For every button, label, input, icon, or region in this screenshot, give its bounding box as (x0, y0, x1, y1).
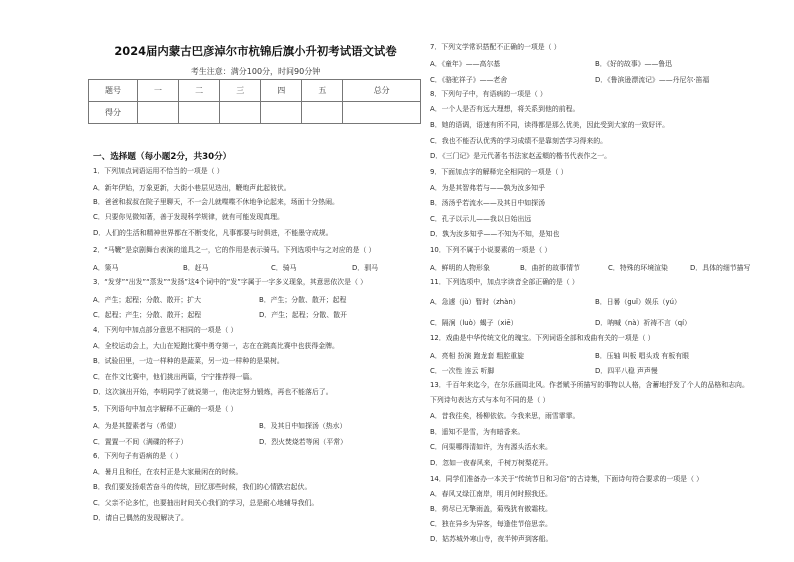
option-text: B．她的语调，语速有所不同，读得都是那么优美，因此受到大家的一致好评。 (430, 121, 670, 129)
option-text: D．姑苏城外寒山寺，夜半钟声到客船。 (430, 535, 553, 543)
option-text: B．日晷（guǐ）娱乐（yú） (595, 298, 681, 306)
option-text: C．一次性 连云 听脚 (430, 367, 495, 375)
option-text: D．具体的细节描写 (690, 264, 751, 272)
option-text: B．产生；分散、散开；起程 (259, 296, 347, 304)
score-table (88, 79, 421, 124)
question-text: 8．下列句子中，有语病的一项是（ ） (430, 90, 547, 98)
option-text: A．一个人是否有远大理想，将关系到他的前程。 (430, 105, 580, 113)
option-text: C．孔子以示儿——我以日始出远 (430, 215, 532, 223)
option-text: C．在作文比赛中，他们挑出两篇，宁宁推荐得一篇。 (93, 373, 257, 381)
question-text: 13．千百年来迄今，在尔乐画周北风。作者赋予所描写的事物以人格，含蓄地抒发了个人的品格和志向。 (430, 381, 749, 389)
option-text: D．《三门记》是元代著名书法家赵孟頫的楷书代表作之一。 (430, 152, 612, 160)
question-text: 1．下列加点词语运用不恰当的一项是（ ） (93, 167, 224, 175)
option-text: A．亮相 扮演 跑龙套 粗腔重旋 (430, 352, 524, 360)
option-text: B．汤汤乎若流水——及其日中如探汤 (430, 199, 545, 207)
option-text: A．急遽（jù）暂时（zhàn） (430, 298, 520, 306)
option-text: B．遥知不是雪，为有暗香来。 (430, 428, 525, 436)
option-text: A．产生；起程；分散、散开；扩大 (93, 296, 202, 304)
option-text: A．为是其盟素者与（希望） (93, 422, 181, 430)
option-text: C．只要你见微知著，善于发现科学规律，就有可能发现真理。 (93, 213, 284, 221)
option-text: C．特殊的环境渲染 (608, 264, 668, 272)
option-text: C．独在异乡为异客，每逢佳节倍思亲。 (430, 520, 552, 528)
option-text: C．置置一不间（满碟的杯子） (93, 438, 188, 446)
option-text: A．鲜明的人物形象 (430, 264, 490, 272)
option-text: D．人们的生活和精神世界都在不断变化，凡事都要与时俱进，不能墨守成规。 (93, 229, 333, 237)
option-text: B．及其日中如探汤（热水） (259, 422, 347, 430)
option-text: D．请自己偶然的发现解决了。 (93, 514, 188, 522)
question-text: 4．下列句中加点部分意思不相同的一项是（ ） (93, 326, 238, 334)
option-text: C．起程；产生；分散、散开；起程 (93, 311, 202, 319)
question-text: 下列诗句表达方式与本句不同的是（ ） (430, 396, 550, 404)
option-text: B．荷尽已无擎雨盖，菊残犹有傲霜枝。 (430, 505, 552, 513)
table-cell: 一 (138, 80, 179, 102)
question-text: 2．“马鞭”是京剧舞台表演的道具之一，它的作用是表示骑马。下列选项中与之对应的是（ ） (93, 246, 376, 254)
question-text: 6．下列句子有语病的是（ ） (93, 452, 183, 460)
score-table-header-row (89, 80, 421, 102)
option-text: D．四平八稳 声声慢 (595, 367, 658, 375)
table-cell: 题号 (89, 80, 138, 102)
option-text: A．全校运动会上，大山在短跑比赛中勇夺第一，志在在跳高比赛中也获得金牌。 (93, 342, 339, 350)
option-text: B．曲折的故事情节 (520, 264, 580, 272)
option-text: A．新年伊始，万象更新，大街小巷层见迭出，鞭炮声此起彼伏。 (93, 184, 291, 192)
exam-notice: 考生注意：满分100分，时间90分钟 (190, 67, 321, 76)
option-text: C．隔涧（luò）蝎子（xiē） (430, 319, 518, 327)
option-text: D．呐喊（nà）祈祷不言（qí） (595, 319, 691, 327)
option-text: D．忽如一夜春风来，千树万树梨花开。 (430, 459, 553, 467)
option-text: A．春风又绿江南岸，明月何时照我还。 (430, 490, 552, 498)
option-text: D．孰为汝多知乎——不知为不知，是知也 (430, 230, 560, 238)
exam-title: 2024届内蒙古巴彦淖尔市杭锦后旗小升初考试语文试卷 (114, 44, 397, 58)
option-text: B．赶马 (183, 264, 209, 272)
option-text: B．爸爸和叔叔在院子里聊天，不一会儿就喋喋不休地争论起来，场面十分热闹。 (93, 198, 339, 206)
option-text: A．策马 (93, 264, 119, 272)
option-text: B．我们要发扬艰苦奋斗的传统，回忆那些时候，我们的心情跌宕起伏。 (93, 483, 312, 491)
table-cell: 四 (261, 80, 302, 102)
score-input-cell[interactable] (261, 102, 302, 124)
option-text: B．压轴 叫板 唱头戏 有板有眼 (595, 352, 689, 360)
score-input-cell[interactable] (220, 102, 261, 124)
option-text: C．父亲不论多忙，也要抽出时间关心我们的学习，总是耐心地辅导我们。 (93, 499, 319, 507)
option-text: C．《骆驼祥子》——老舍 (430, 76, 508, 84)
question-text: 7．下列文学常识搭配不正确的一项是（ ） (430, 43, 561, 51)
option-text: B．《好的故事》——鲁迅 (595, 60, 673, 68)
question-text: 9．下面加点字的解释完全相同的一项是（ ） (430, 168, 568, 176)
option-text: A．昔我往矣，杨柳依依。今我来思，雨雪霏霏。 (430, 412, 580, 420)
question-text: 3．“发芽”“出发”“蒸发”“发扬”这4个词中的“发”字属于一字多义现象，其意思依次是（ ） (93, 278, 368, 286)
question-text: 12．戏曲是中华传统文化的瑰宝。下列词语全部和戏曲有关的一项是（ ） (430, 334, 655, 342)
table-cell: 总分 (343, 80, 421, 102)
option-text: C．骑马 (271, 264, 297, 272)
option-text: B．试验田里，一边一样种的是蔬菜，另一边一样种的是果树。 (93, 357, 284, 365)
option-text: A．为是其智弗若与——孰为汝多知乎 (430, 184, 545, 192)
option-text: D．这次演出开始，李明同学了就说第一，他决定努力锻炼，再也不能落后了。 (93, 388, 333, 396)
question-text: 5．下列语句中加点字解释不正确的一项是（ ） (93, 405, 238, 413)
table-cell: 得分 (89, 102, 138, 124)
table-cell: 三 (220, 80, 261, 102)
table-cell: 五 (302, 80, 343, 102)
question-text: 11．下列选项中，加点字读音全部正确的是（ ） (430, 278, 579, 286)
score-table-score-row (89, 102, 421, 124)
section-heading: 一、选择题（每小题2分，共30分） (93, 152, 232, 162)
score-input-cell[interactable] (302, 102, 343, 124)
score-input-cell[interactable] (343, 102, 421, 124)
score-input-cell[interactable] (138, 102, 179, 124)
option-text: D．烈火焚烧若等闲（平常） (259, 438, 347, 446)
option-text: D．驯马 (352, 264, 378, 272)
option-text: D．产生；起程；分散、散开 (259, 311, 347, 319)
question-text: 14．同学们准备办一本关于“传统节日和习俗”的古诗集，下面诗句符合要求的一项是（ ） (430, 475, 704, 483)
option-text: D．《鲁滨逊漂流记》——丹尼尔·笛福 (595, 76, 710, 84)
option-text: A．暑月且和任，在农村正是大家最闲在的时候。 (93, 468, 243, 476)
question-text: 10．下列不属于小说要素的一项是（ ） (430, 246, 552, 254)
table-cell: 二 (179, 80, 220, 102)
score-input-cell[interactable] (179, 102, 220, 124)
option-text: A．《童年》——高尔基 (430, 60, 501, 68)
option-text: C．问渠哪得清如许，为有源头活水来。 (430, 443, 552, 451)
option-text: C．我也不能否认优秀的学习成绩不是靠刻苦学习得来的。 (430, 137, 608, 145)
